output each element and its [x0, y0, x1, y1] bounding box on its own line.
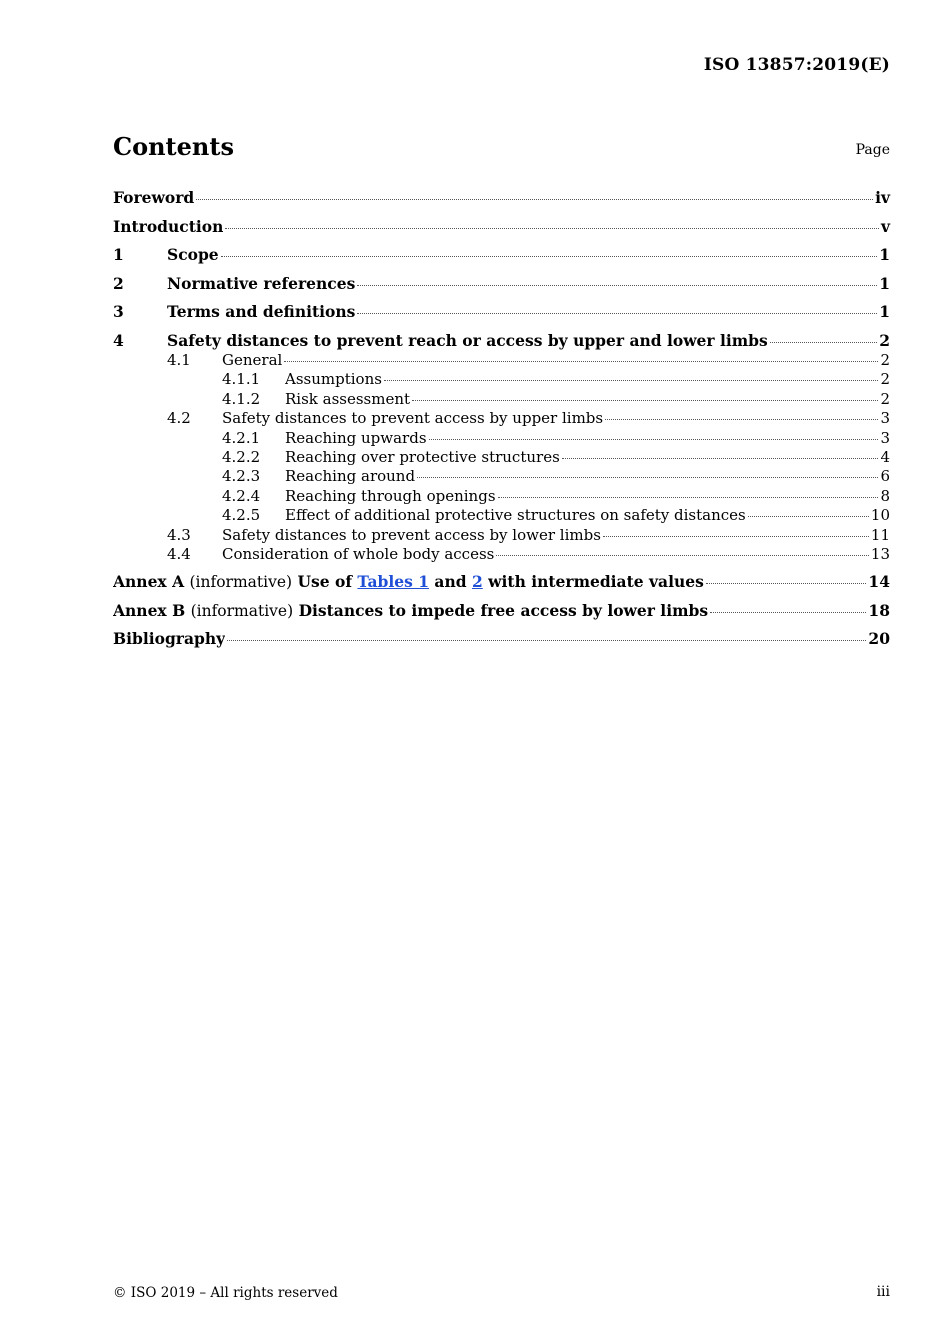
dot-leader: [225, 228, 879, 229]
dot-leader: [196, 199, 873, 200]
dot-leader: [284, 361, 878, 362]
dot-leader: [706, 583, 867, 584]
toc-entry-normative-references[interactable]: 2 Normative references 1: [113, 273, 890, 293]
dot-leader: [748, 516, 869, 517]
contents-title: Contents: [113, 132, 234, 161]
dot-leader: [770, 342, 877, 343]
dot-leader: [357, 313, 877, 314]
dot-leader: [498, 497, 879, 498]
dot-leader: [227, 640, 866, 641]
toc-entry-4-2-4[interactable]: 4.2.4 Reaching through openings 8: [222, 486, 890, 505]
dot-leader: [384, 380, 879, 381]
dot-leader: [429, 439, 879, 440]
toc-entry-introduction[interactable]: Introduction v: [113, 216, 890, 236]
dot-leader: [496, 555, 869, 556]
toc-entry-4-3[interactable]: 4.3 Safety distances to prevent access by lower limbs 11: [167, 525, 890, 544]
toc-entry-4-2-3[interactable]: 4.2.3 Reaching around 6: [222, 467, 890, 486]
toc-entry-safety-distances[interactable]: 4 Safety distances to prevent reach or access by upper and lower limbs 2: [113, 330, 890, 350]
dot-leader: [357, 285, 877, 286]
dot-leader: [221, 256, 878, 257]
table-of-contents: [113, 184, 890, 654]
dot-leader: [710, 612, 866, 613]
dot-leader: [562, 458, 879, 459]
toc-entry-terms-and-definitions[interactable]: 3 Terms and definitions 1: [113, 302, 890, 321]
toc-entry-4-2-1[interactable]: 4.2.1 Reaching upwards 3: [222, 428, 890, 447]
tables-1-link[interactable]: Tables 1: [357, 572, 429, 592]
page-number: iii: [876, 1284, 890, 1300]
toc-entry-4-1-1[interactable]: 4.1.1 Assumptions 2: [222, 370, 890, 389]
toc-entry-4-2[interactable]: 4.2 Safety distances to prevent access by upper limbs 3: [167, 409, 890, 428]
table-2-link[interactable]: 2: [471, 572, 483, 592]
toc-entry-4-1[interactable]: 4.1 General 2: [167, 351, 890, 369]
page-column-label: Page: [855, 142, 890, 158]
toc-entry-scope[interactable]: 1 Scope 1: [113, 245, 890, 264]
toc-entry-annex-b[interactable]: Annex B (informative) Distances to impede free access by lower limbs 18: [113, 600, 890, 620]
toc-entry-annex-a[interactable]: Annex A (informative) Use of Tables 1 and 2 with intermediate values 14: [113, 572, 890, 592]
toc-entry-foreword[interactable]: Foreword iv: [113, 188, 890, 207]
toc-entry-4-1-2[interactable]: 4.1.2 Risk assessment 2: [222, 389, 890, 408]
copyright-notice: © ISO 2019 – All rights reserved: [113, 1285, 338, 1301]
document-id: ISO 13857:2019(E): [703, 55, 890, 75]
toc-entry-4-2-2[interactable]: 4.2.2 Reaching over protective structures 4: [222, 447, 890, 466]
toc-entry-4-4[interactable]: 4.4 Consideration of whole body access 13: [167, 544, 890, 563]
dot-leader: [605, 419, 878, 420]
toc-entry-bibliography[interactable]: Bibliography 20: [113, 629, 890, 649]
dot-leader: [603, 536, 869, 537]
dot-leader: [417, 477, 878, 478]
toc-entry-4-2-5[interactable]: 4.2.5 Effect of additional protective structures on safety distances 10: [222, 506, 890, 525]
dot-leader: [412, 400, 878, 401]
